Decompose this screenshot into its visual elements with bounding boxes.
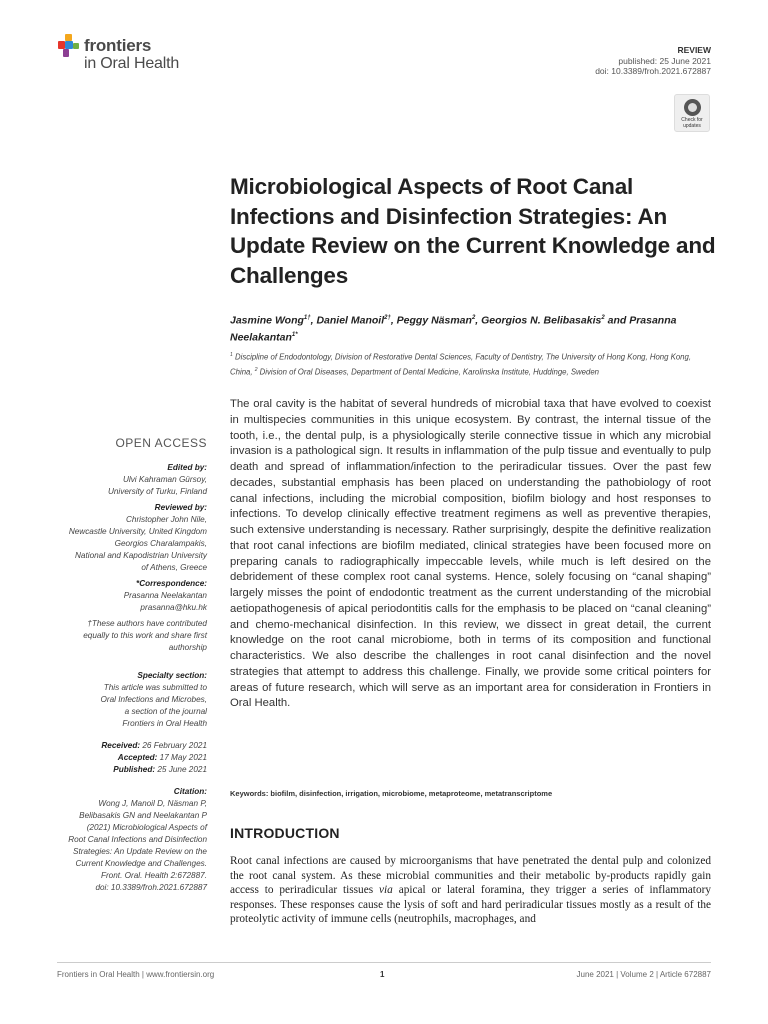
sidebar-line: authorship	[168, 643, 207, 652]
affil-2-marker: 2	[254, 366, 258, 373]
sidebar-line: of Athens, Greece	[141, 563, 207, 572]
edited-by-label: Edited by:	[167, 463, 207, 472]
affil-1: Discipline of Endodontology, Division of Restorative Dental Sciences, Faculty of Dentistry, The University of Hong Kong, Hong Kong, China,	[230, 352, 692, 377]
accepted-date: Accepted: 17 May 2021	[117, 753, 207, 762]
sidebar-line: This article was submitted to	[103, 683, 207, 692]
article-type: REVIEW	[677, 45, 711, 55]
sidebar-line: Newcastle University, United Kingdom	[68, 527, 207, 536]
specialty-list	[30, 682, 207, 730]
sidebar-line: Oral Infections and Microbes,	[100, 695, 207, 704]
sidebar-line: Strategies: An Update Review on the	[73, 847, 207, 856]
affil-2: Division of Oral Diseases, Department of Dental Medicine, Karolinska Institute, Huddinge, Sweden	[259, 367, 600, 377]
affil-1-marker: 1	[230, 352, 233, 358]
author-affil-marker: 2†	[384, 315, 391, 321]
frontiers-logo-icon	[57, 34, 79, 58]
footer-journal-link[interactable]: Frontiers in Oral Health | www.frontiersin.org	[57, 970, 215, 979]
sidebar-line: doi: 10.3389/froh.2021.672887	[95, 883, 207, 892]
author-name[interactable]: Jasmine Wong	[230, 314, 304, 327]
author-name[interactable]: Daniel Manoil	[316, 314, 385, 327]
sidebar-line: Prasanna Neelakantan	[123, 591, 207, 600]
sidebar-line: Belibasakis GN and Neelakantan P	[79, 811, 207, 820]
logo-word-journal: in Oral Health	[84, 55, 180, 72]
specialty-label: Specialty section:	[137, 671, 207, 680]
sidebar-line: Wong J, Manoil D, Näsman P,	[98, 799, 207, 808]
sidebar-line: †These authors have contributed	[87, 619, 207, 628]
keywords: Keywords: biofilm, disinfection, irrigation, microbiome, metaproteome, metatranscriptome	[230, 789, 553, 798]
correspondence-list[interactable]	[30, 590, 207, 614]
page-number: 1	[380, 970, 385, 979]
article-sidebar	[30, 462, 207, 898]
sidebar-line: National and Kapodistrian University	[75, 551, 207, 560]
journal-logo	[57, 34, 207, 78]
reviewed-by-list	[30, 514, 207, 574]
reviewed-by-label: Reviewed by:	[154, 503, 207, 512]
author-affil-marker: 2	[601, 315, 605, 321]
check-for-updates-badge[interactable]	[674, 94, 710, 132]
published-date: published: 25 June 2021	[618, 55, 711, 66]
check-badge-line1: Check for	[681, 117, 703, 123]
author-name[interactable]: Peggy Näsman	[396, 314, 472, 327]
author-name[interactable]: Georgios N. Belibasakis	[481, 314, 602, 327]
author-list: Jasmine Wong$^{1\dagger}$, Daniel Manoil$^{2\dagger}$, Peggy Näsman$^2$, Georgios N. Belibasakis$^2$ and Prasanna Neelakantan$^{1*}$	[230, 314, 677, 343]
abstract: The oral cavity is the habitat of several hundreds of microbial taxa that have evolved to coexist in multispecies communities in this unique ecosystem. By contrast, the internal tissue of the tooth, i.e., the dental pulp, is a physiologically sterile connective tissue in which any microbial invasion is a pathological sign. It results in inflammation of the pulp tissue and eventually to pulp death and spread of inflammation/infection to the periradicular tissues. Over the past few decades, substantial emphasis has been placed on understanding the pathobiology of root canal infections, including the microbial composition, biofilm biology and host responses to infections. To develop clinically effective treatment regimens as well as preventive therapies, such extensive understanding is necessary. Rather surprisingly, despite the definitive realization that root canal infections are biofilm mediated, clinical strategies have been focused more on preparing canals to radiographically impeccable levels, while much is left desired on the debridement of these complex root canal systems. Hence, solely focusing on “canal shaping” largely misses the point of endodontic treatment as the current understanding of the microbial aetiopathogenesis of apical periodontitis calls for the emphasis to be placed on “canal cleaning” and chemo-mechanical disinfection. In this review, we dissect in great detail, the current knowledge on the root canal microbiome, both in terms of its composition and functional characteristics. We also describe the challenges in root canal disinfection and the novel strategies that attempt to address this challenge. Finally, we provide some critical pointers for areas of future research, which will serve as an important area for consideration in Frontiers in Oral Health.	[230, 398, 711, 710]
article-doi[interactable]: doi: 10.3389/froh.2021.672887	[595, 66, 711, 76]
check-updates-icon	[684, 99, 701, 116]
logo-word-frontiers: frontiers	[84, 36, 152, 55]
edited-by-list	[30, 474, 207, 498]
sidebar-line: a section of the journal	[124, 707, 207, 716]
author-affil-marker: 2	[471, 315, 476, 321]
citation-list	[30, 798, 207, 894]
introduction-paragraph: Root canal infections are caused by microorganisms that have penetrated the dental pulp and colonized the root canal system. As these microbial communities and their metabolic by-products rapidly gain access to periradicular tissues via apical or lateral foramina, they trigger a series of inflammatory responses. These responses cause the lysis of soft and hard periradicular tissues mostly as a result of the proteolytic activity of immune cells (neutrophils, macrophages, and	[230, 855, 712, 926]
sidebar-line: Ulvi Kahraman Gürsoy,	[122, 475, 207, 484]
equal-contribution-note	[30, 618, 207, 654]
open-access-label: OPEN ACCESS	[115, 436, 207, 450]
citation-label: Citation:	[173, 787, 207, 796]
sidebar-line: Georgios Charalampakis,	[114, 539, 207, 548]
sidebar-line: prasanna@hku.hk	[140, 603, 207, 612]
sidebar-line: University of Turku, Finland	[107, 487, 207, 496]
author-affil-marker: 1†	[303, 315, 311, 321]
sidebar-line: Christopher John Nile,	[125, 515, 207, 524]
affiliations	[230, 349, 710, 378]
sidebar-line: equally to this work and share first	[83, 631, 207, 640]
received-date: Received: 26 February 2021	[101, 741, 207, 750]
sidebar-line: Current Knowledge and Challenges.	[75, 859, 207, 868]
published-date-sidebar: Published: 25 June 2021	[113, 765, 207, 774]
correspondence-label: *Correspondence:	[136, 579, 207, 588]
sidebar-line: (2021) Microbiological Aspects of	[86, 823, 207, 832]
sidebar-line: Root Canal Infections and Disinfection	[68, 835, 207, 844]
author-name[interactable]: Prasanna Neelakantan	[230, 314, 677, 343]
check-badge-line2: updates	[683, 122, 701, 129]
sidebar-line: Front. Oral. Health 2:672887.	[100, 871, 207, 880]
sidebar-line: Frontiers in Oral Health	[122, 719, 207, 728]
article-header-info	[595, 45, 711, 77]
author-affil-marker: 1*	[291, 331, 298, 338]
footer-issue-info: June 2021 | Volume 2 | Article 672887	[576, 970, 711, 979]
section-heading-introduction: INTRODUCTION	[230, 825, 340, 841]
article-title: Microbiological Aspects of Root Canal Infections and Disinfection Strategies: An Update Review on the Current Knowledge and Challenges	[230, 174, 716, 288]
footer-divider	[57, 962, 711, 963]
